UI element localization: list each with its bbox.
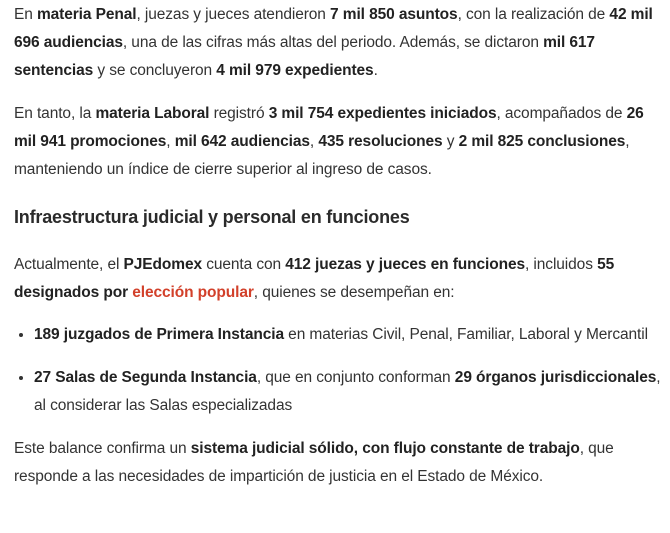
text-segment: y	[442, 133, 459, 150]
text-segment: , quienes se desempeñan en:	[253, 284, 455, 301]
eleccion-popular-link[interactable]: elección popular	[132, 284, 254, 301]
bold-text: 42 mil 696 audiencias	[14, 6, 653, 51]
bold-text: mil 642 audiencias	[174, 133, 310, 150]
bullet-list	[14, 321, 662, 420]
text-segment: , que responde a las necesidades de impartición de justicia en el Estado de México.	[14, 440, 614, 485]
text-segment: cuenta con	[202, 256, 286, 273]
bold-text: 4 mil 979 expedientes	[216, 62, 374, 79]
bold-text: 189 juzgados de Primera Instancia	[34, 326, 284, 343]
bold-text: mil 617 sentencias	[14, 34, 595, 79]
text-segment: ,	[166, 133, 175, 150]
text-segment: , acompañados de	[496, 105, 627, 122]
text-segment: y se concluyeron	[93, 62, 217, 79]
text-segment: Este balance confirma un	[14, 440, 191, 457]
paragraph-infraestructura	[14, 251, 662, 307]
text-segment: , incluidos	[525, 256, 598, 273]
text-segment: , manteniendo un índice de cierre superior al ingreso de casos.	[14, 133, 630, 178]
list-item	[34, 321, 662, 349]
section-heading: Infraestructura judicial y personal en funciones	[14, 207, 410, 227]
paragraph-materia-penal	[14, 0, 662, 85]
bold-text: 29 órganos jurisdiccionales	[454, 369, 657, 386]
text-segment: en materias Civil, Penal, Familiar, Laboral y Mercantil	[283, 326, 648, 343]
list-item	[34, 364, 662, 420]
text-segment: , al considerar las Salas especializadas	[34, 369, 661, 414]
text-segment: , con la realización de	[457, 6, 610, 23]
text-segment: registró	[209, 105, 269, 122]
text-segment: Actualmente, el	[14, 256, 124, 273]
bold-text: 55 designados por	[14, 256, 615, 301]
paragraph-balance	[14, 435, 662, 491]
bold-text: materia Laboral	[95, 105, 210, 122]
bold-text: 7 mil 850 asuntos	[330, 6, 458, 23]
text-segment: En tanto, la	[14, 105, 96, 122]
text-segment: ,	[309, 133, 319, 150]
paragraph-materia-laboral	[14, 100, 662, 184]
text-segment: , juezas y jueces atendieron	[136, 6, 331, 23]
text-segment: , una de las cifras más altas del periodo. Además, se dictaron	[122, 34, 544, 51]
bold-text: 435 resoluciones	[318, 133, 443, 150]
bold-text: materia Penal	[36, 6, 137, 23]
text-segment: .	[373, 62, 378, 79]
bold-text: PJEdomex	[123, 256, 203, 273]
text-segment: , que en conjunto conforman	[256, 369, 455, 386]
bold-text: 2 mil 825 conclusiones	[458, 133, 626, 150]
bold-text: 3 mil 754 expedientes iniciados	[268, 105, 497, 122]
bold-text: 26 mil 941 promociones	[14, 105, 644, 150]
text-segment: En	[14, 6, 37, 23]
bold-text: 27 Salas de Segunda Instancia	[34, 369, 257, 386]
bold-text: 412 juezas y jueces en funciones	[285, 256, 526, 273]
bold-text: sistema judicial sólido, con flujo constante de trabajo	[190, 440, 580, 457]
